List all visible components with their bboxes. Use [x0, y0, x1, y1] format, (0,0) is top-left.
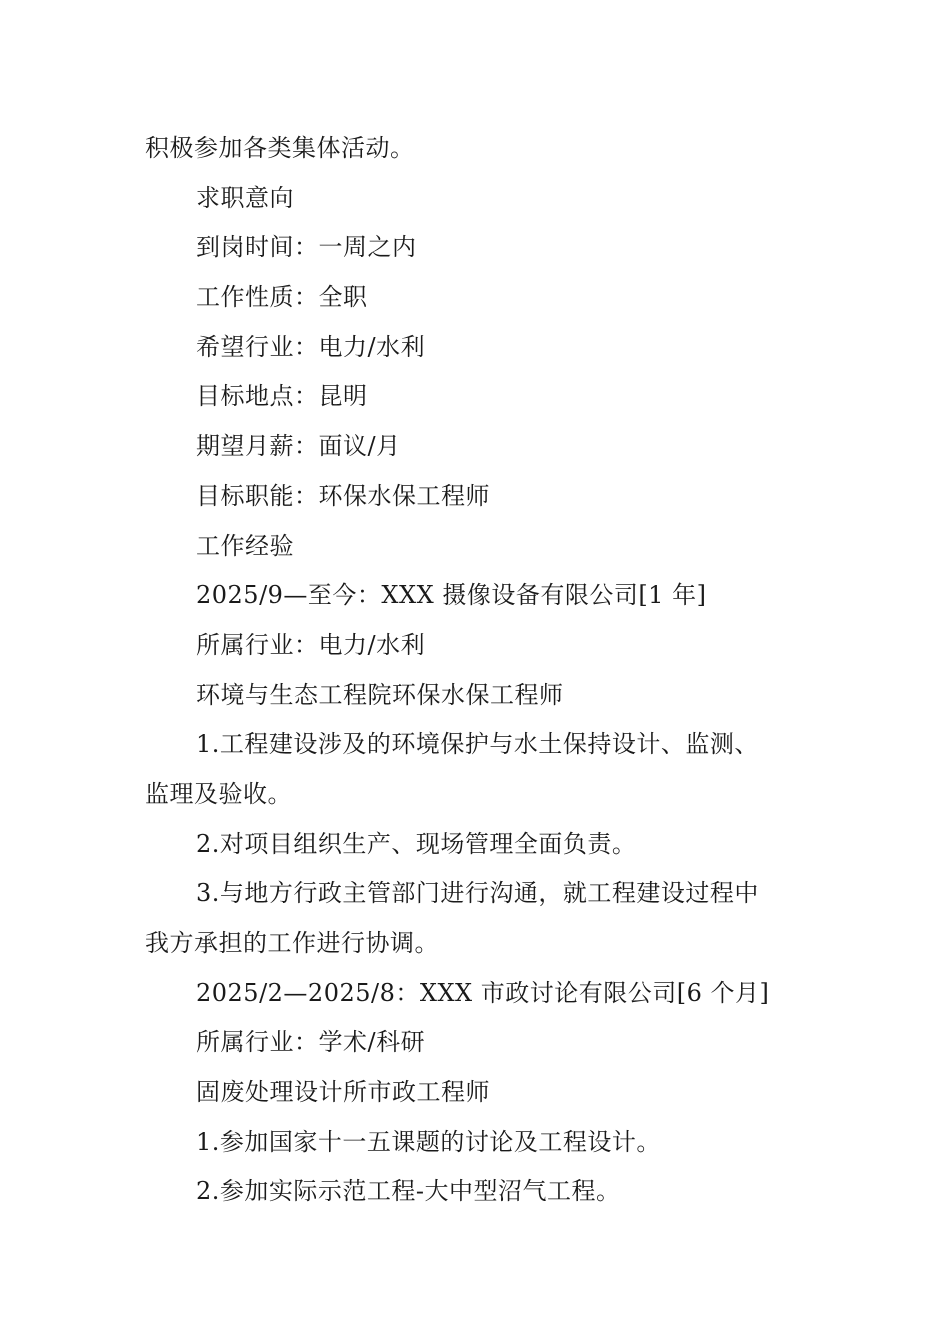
text-line: 2025/2—2025/8：XXX 市政讨论有限公司[6 个月] [196, 978, 770, 1007]
text-line: 积极参加各类集体活动。 [145, 134, 415, 162]
text-line: 所属行业：电力/水利 [196, 630, 426, 659]
text-line: 2025/9—至今：XXX 摄像设备有限公司[1 年] [196, 581, 707, 610]
text-line: 2.参加实际示范工程-大中型沼气工程。 [196, 1177, 621, 1206]
section-heading-job-intent: 求职意向 [196, 183, 294, 212]
text-line: 监理及验收。 [145, 779, 292, 808]
text-line: 目标职能：环保水保工程师 [196, 481, 490, 510]
text-line: 1.参加国家十一五课题的讨论及工程设计。 [196, 1127, 661, 1156]
text-line: 环境与生态工程院环保水保工程师 [196, 680, 564, 709]
text-line: 期望月薪：面议/月 [196, 432, 401, 461]
text-line: 工作性质：全职 [196, 283, 368, 312]
text-line: 2.对项目组织生产、现场管理全面负责。 [196, 829, 637, 858]
text-line: 固废处理设计所市政工程师 [196, 1078, 490, 1107]
text-line: 希望行业：电力/水利 [196, 332, 426, 361]
document-body [145, 124, 817, 1217]
text-line: 目标地点：昆明 [196, 382, 368, 411]
text-line: 3.与地方行政主管部门进行沟通，就工程建设过程中 [196, 879, 759, 908]
section-heading-work-experience: 工作经验 [196, 531, 294, 560]
text-line: 所属行业：学术/科研 [196, 1028, 426, 1057]
text-line: 我方承担的工作进行协调。 [145, 929, 439, 957]
text-line: 到岗时间：一周之内 [196, 233, 417, 262]
text-line: 1.工程建设涉及的环境保护与水土保持设计、监测、 [196, 730, 759, 759]
